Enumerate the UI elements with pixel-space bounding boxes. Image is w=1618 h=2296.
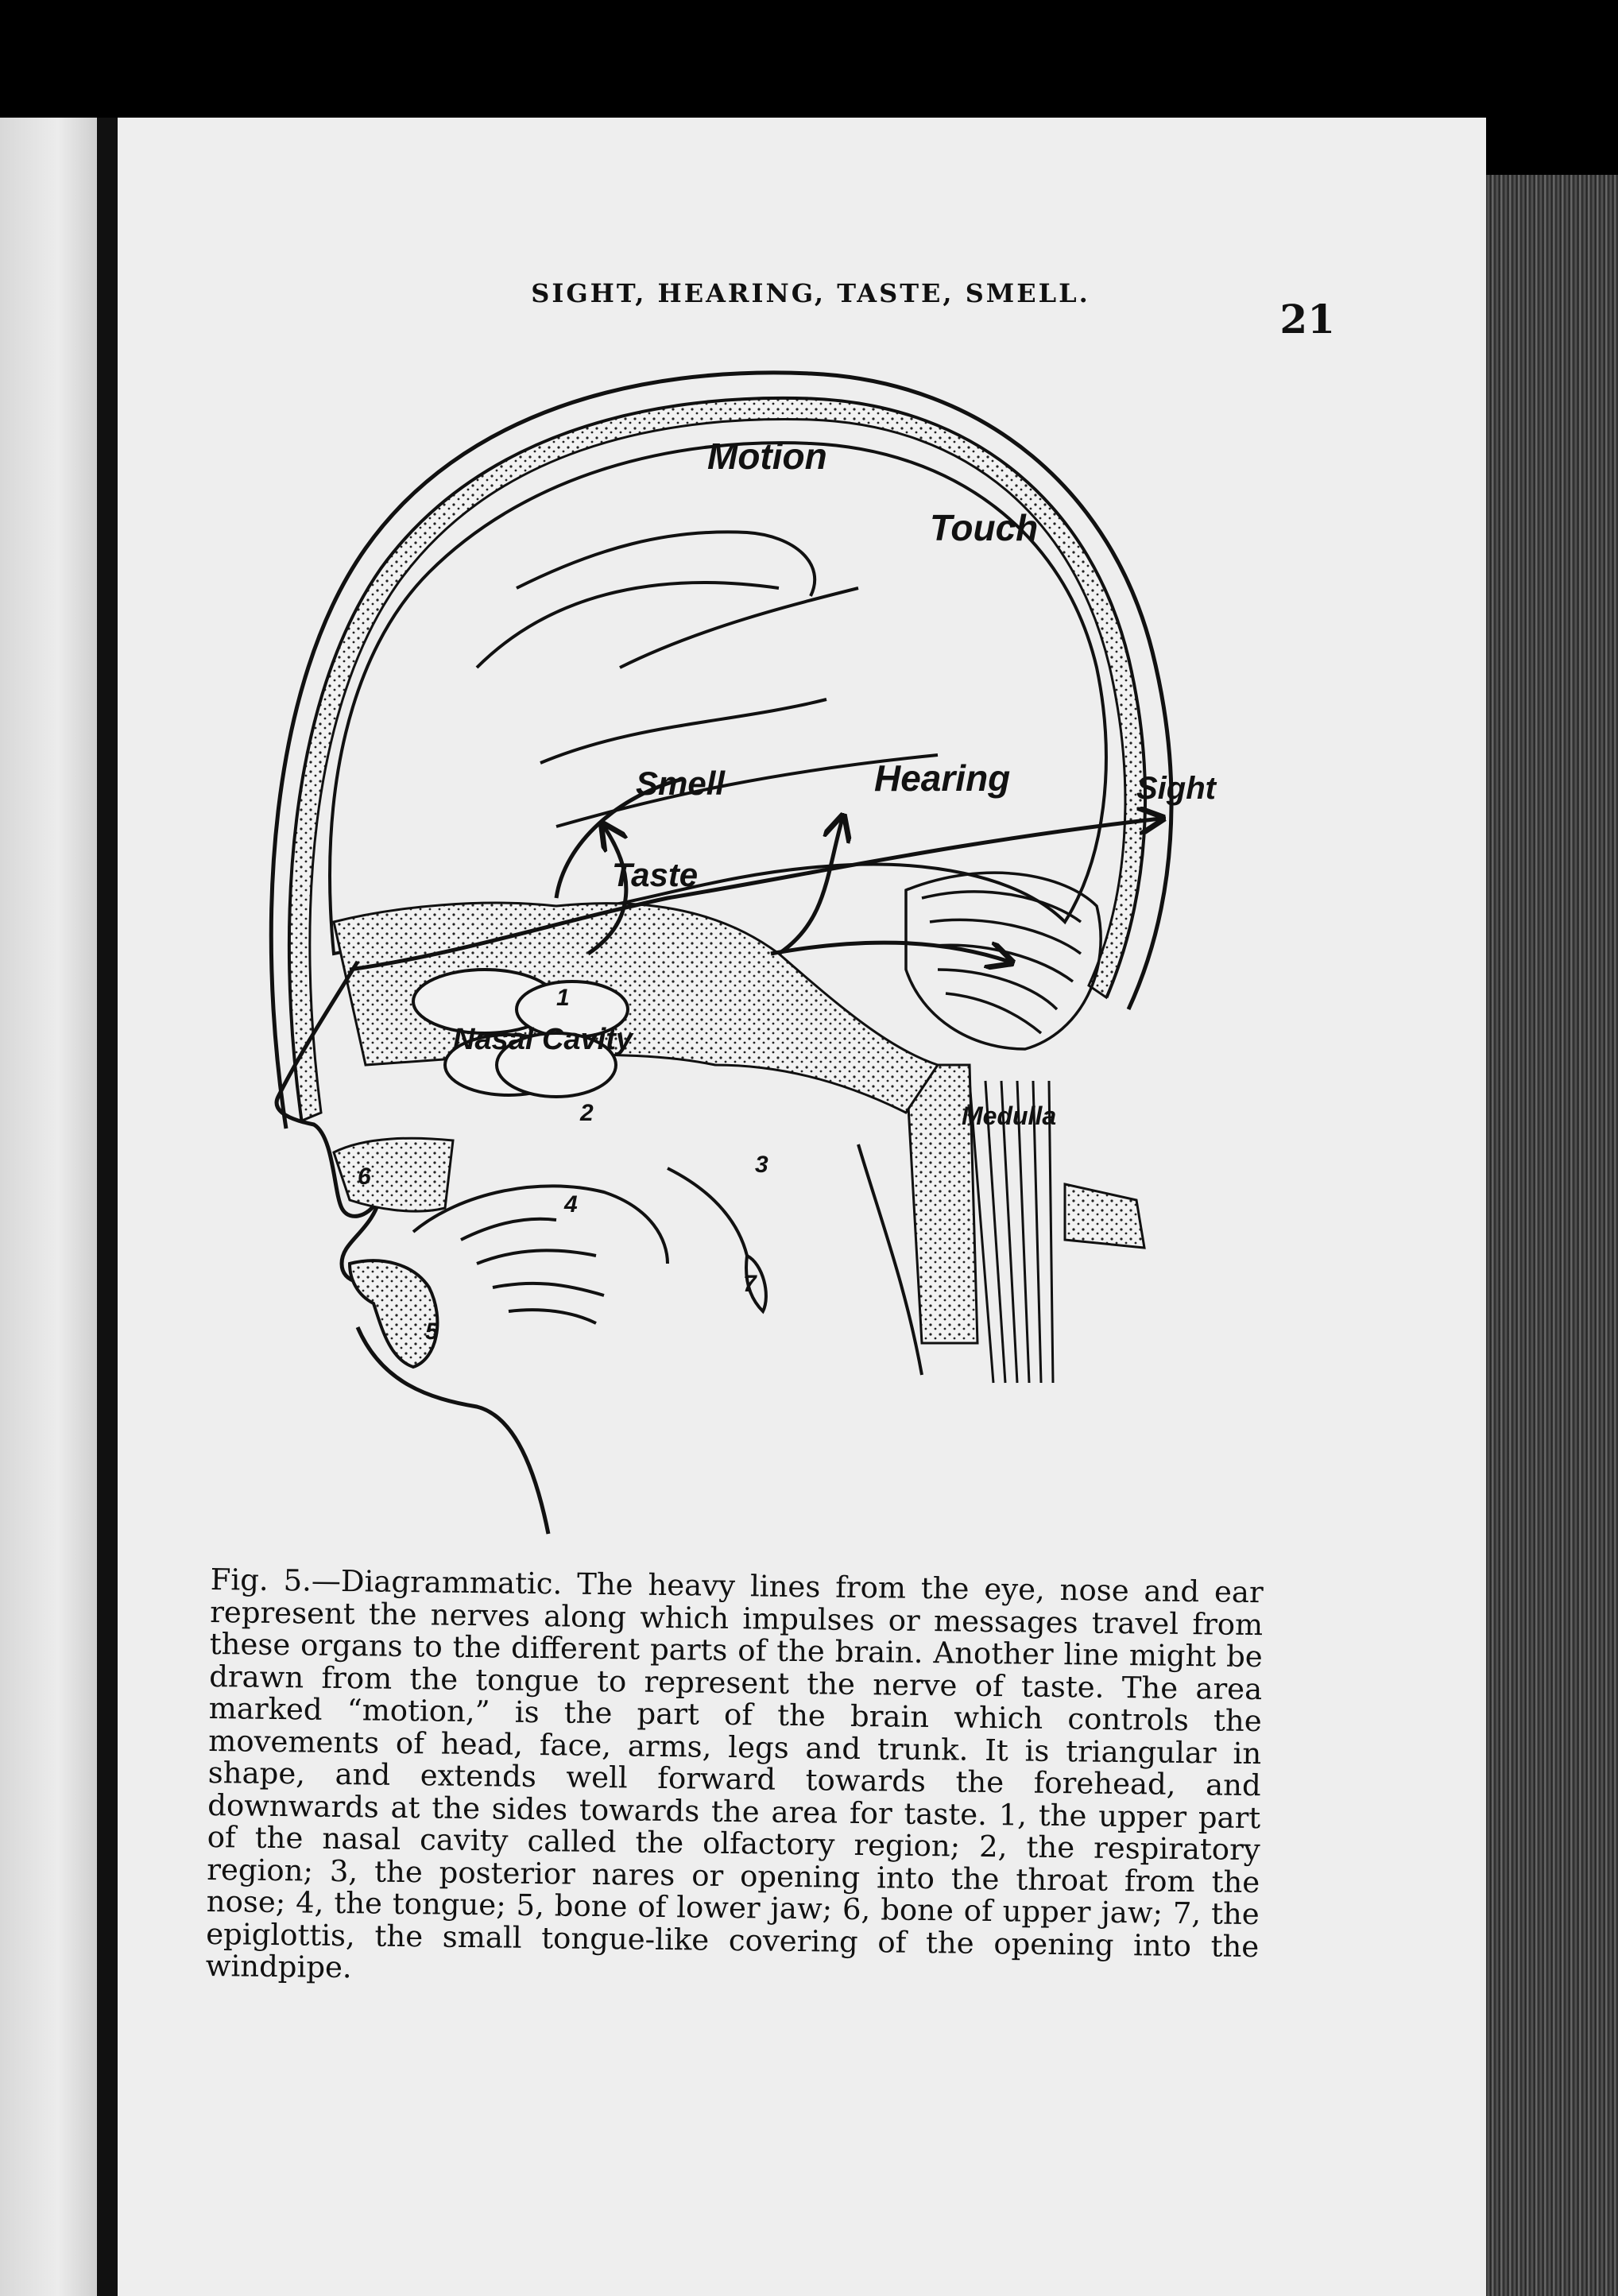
- throat-outline: [668, 1144, 922, 1375]
- label-nasal-cavity: Nasal Cavity: [453, 1023, 633, 1056]
- page-number: 21: [1279, 296, 1335, 343]
- number-5: 5: [425, 1318, 439, 1345]
- left-page-edge: [0, 118, 97, 2296]
- book-gutter: [97, 118, 118, 2296]
- number-7: 7: [743, 1271, 757, 1297]
- label-medulla: Medulla: [962, 1102, 1057, 1130]
- running-head: SIGHT, HEARING, TASTE, SMELL.: [531, 278, 1090, 308]
- number-6: 6: [358, 1163, 371, 1190]
- tongue: [413, 1186, 668, 1323]
- lower-jaw-bone: [350, 1260, 437, 1367]
- number-1: 1: [556, 985, 570, 1011]
- number-4: 4: [564, 1191, 578, 1218]
- head-brain-diagram: [223, 350, 1287, 1574]
- label-sight: Sight: [1136, 771, 1216, 806]
- caption-body: The heavy lines from the eye, nose and ear represent the nerves along which impulses or messages travel from these organs to the different parts of the brain. Another line might be drawn from the tongue to represent the nerve of taste. The area marked “motion,” is the part of the brain which controls the movements of head, face, arms, legs and trunk. It is triangular in shape, and extends well forward towards the forehead, and downwards at the sides towards the area for taste. 1, the upper part of the nasal cavity called the olfactory region; 2, the respiratory region; 3, the posterior nares or opening into the throat from the nose; 4, the tongue; 5, bone of lower jaw; 6, bone of upper jaw; 7, the epiglottis, the small tongue-like covering of the opening into the windpipe.: [205, 1566, 1264, 1985]
- label-motion: Motion: [707, 436, 827, 477]
- label-hearing: Hearing: [874, 757, 1011, 799]
- number-2: 2: [580, 1100, 594, 1126]
- upper-jaw-bone: [334, 1138, 453, 1211]
- label-smell: Smell: [636, 765, 726, 802]
- page-block-edges: [1486, 175, 1618, 2296]
- label-taste: Taste: [612, 856, 699, 893]
- figure-caption: [206, 1564, 1264, 1996]
- number-3: 3: [755, 1152, 768, 1178]
- label-touch: Touch: [930, 507, 1039, 548]
- caption-lead: Fig. 5.—Diagrammatic.: [210, 1562, 563, 1601]
